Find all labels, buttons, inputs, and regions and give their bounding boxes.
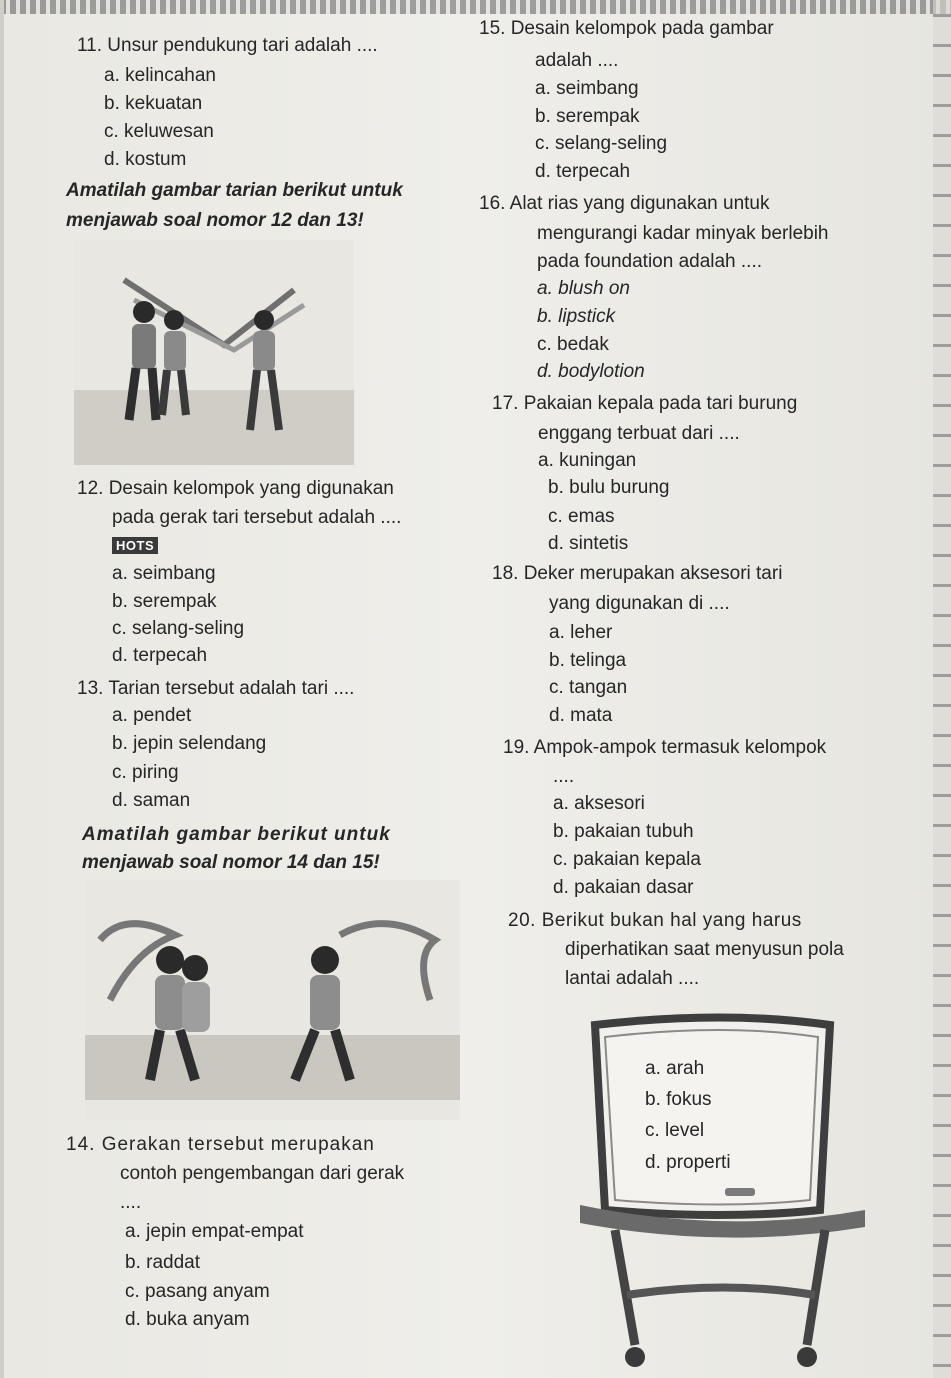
chalkboard-illustration bbox=[575, 1005, 875, 1375]
hots-badge: HOTS bbox=[112, 537, 158, 554]
q18-option-b: b. telinga bbox=[549, 650, 627, 671]
q19-option-c: c. pakaian kepala bbox=[553, 849, 701, 870]
q15-option-b: b. serempak bbox=[535, 106, 640, 127]
instruction-14-15-line1: Amatilah gambar berikut untuk bbox=[82, 824, 391, 845]
q12-option-c: c. selang-seling bbox=[112, 618, 245, 639]
q20-option-d: d. properti bbox=[645, 1152, 731, 1173]
q11-stem: 11. Unsur pendukung tari adalah .... bbox=[77, 35, 378, 56]
q16-option-b: b. lipstick bbox=[537, 306, 616, 327]
q17-stem-line2: enggang terbuat dari .... bbox=[538, 423, 740, 444]
q16-option-a: a. blush on bbox=[537, 278, 630, 299]
q13-stem: 13. Tarian tersebut adalah tari .... bbox=[77, 678, 355, 699]
q13-option-a: a. pendet bbox=[112, 705, 192, 726]
q12-stem-line1: 12. Desain kelompok yang digunakan bbox=[77, 478, 394, 499]
q17-option-a: a. kuningan bbox=[538, 450, 637, 471]
q19-stem-line2: .... bbox=[553, 766, 575, 787]
left-edge bbox=[0, 0, 4, 1378]
q20-stem-line1: 20. Berikut bukan hal yang harus bbox=[508, 910, 802, 931]
q14-option-a: a. jepin empat-empat bbox=[125, 1221, 304, 1242]
q14-option-b: b. raddat bbox=[125, 1252, 200, 1273]
q18-option-a: a. leher bbox=[549, 622, 613, 643]
q17-option-b: b. bulu burung bbox=[548, 477, 670, 498]
instruction-14-15-line2: menjawab soal nomor 14 dan 15! bbox=[82, 852, 380, 873]
instruction-12-13-line1: Amatilah gambar tarian berikut untuk bbox=[66, 180, 403, 201]
q18-option-c: c. tangan bbox=[549, 677, 628, 698]
q12-option-d: d. terpecah bbox=[112, 645, 208, 666]
q15-option-a: a. seimbang bbox=[535, 78, 639, 99]
q20-stem-line3: lantai adalah .... bbox=[565, 968, 700, 989]
q18-stem-line2: yang digunakan di .... bbox=[549, 593, 730, 614]
dance-illustration-1 bbox=[74, 240, 354, 465]
instruction-12-13-line2: menjawab soal nomor 12 dan 13! bbox=[66, 210, 364, 231]
q13-option-c: c. piring bbox=[112, 762, 179, 783]
q19-option-d: d. pakaian dasar bbox=[553, 877, 694, 898]
q14-option-c: c. pasang anyam bbox=[125, 1281, 270, 1302]
q17-option-c: c. emas bbox=[548, 506, 615, 527]
q20-option-a: a. arah bbox=[645, 1058, 705, 1079]
q12-stem-line2: pada gerak tari tersebut adalah .... bbox=[112, 507, 402, 528]
q11-option-d: d. kostum bbox=[104, 149, 187, 170]
q19-stem-line1: 19. Ampok-ampok termasuk kelompok bbox=[503, 737, 827, 758]
q17-option-d: d. sintetis bbox=[548, 533, 629, 554]
q11-option-a: a. kelincahan bbox=[104, 65, 216, 86]
q16-option-d: d. bodylotion bbox=[537, 361, 645, 382]
q15-stem-line1: 15. Desain kelompok pada gambar bbox=[479, 18, 774, 39]
q11-option-b: b. kekuatan bbox=[104, 93, 203, 114]
q16-stem-line3: pada foundation adalah .... bbox=[537, 251, 763, 272]
q15-stem-line2: adalah .... bbox=[535, 50, 619, 71]
q13-option-d: d. saman bbox=[112, 790, 191, 811]
q16-stem-line2: mengurangi kadar minyak berlebih bbox=[537, 223, 829, 244]
q20-option-b: b. fokus bbox=[645, 1089, 712, 1110]
q16-option-c: c. bedak bbox=[537, 334, 609, 355]
q20-option-c: c. level bbox=[645, 1120, 705, 1141]
dancers-scarf-image bbox=[74, 240, 354, 465]
q11-option-c: c. keluwesan bbox=[104, 121, 214, 142]
q19-option-b: b. pakaian tubuh bbox=[553, 821, 694, 842]
q14-stem-line2: contoh pengembangan dari gerak bbox=[120, 1163, 405, 1184]
q20-stem-line2: diperhatikan saat menyusun pola bbox=[565, 939, 844, 960]
dancers-selendang-image bbox=[85, 880, 460, 1120]
q14-option-d: d. buka anyam bbox=[125, 1309, 250, 1330]
q18-option-d: d. mata bbox=[549, 705, 613, 726]
q19-option-a: a. aksesori bbox=[553, 793, 645, 814]
q15-option-c: c. selang-seling bbox=[535, 133, 668, 154]
dance-illustration-2 bbox=[85, 880, 460, 1120]
q15-option-d: d. terpecah bbox=[535, 161, 631, 182]
right-binding-edge bbox=[933, 0, 951, 1378]
q12-option-a: a. seimbang bbox=[112, 563, 216, 584]
q13-option-b: b. jepin selendang bbox=[112, 733, 267, 754]
q16-stem-line1: 16. Alat rias yang digunakan untuk bbox=[479, 193, 770, 214]
top-border bbox=[0, 0, 951, 14]
q14-stem-line1: 14. Gerakan tersebut merupakan bbox=[66, 1134, 375, 1155]
q18-stem-line1: 18. Deker merupakan aksesori tari bbox=[492, 563, 783, 584]
q17-stem-line1: 17. Pakaian kepala pada tari burung bbox=[492, 393, 798, 414]
q12-option-b: b. serempak bbox=[112, 591, 217, 612]
q14-stem-line3: .... bbox=[120, 1192, 142, 1213]
